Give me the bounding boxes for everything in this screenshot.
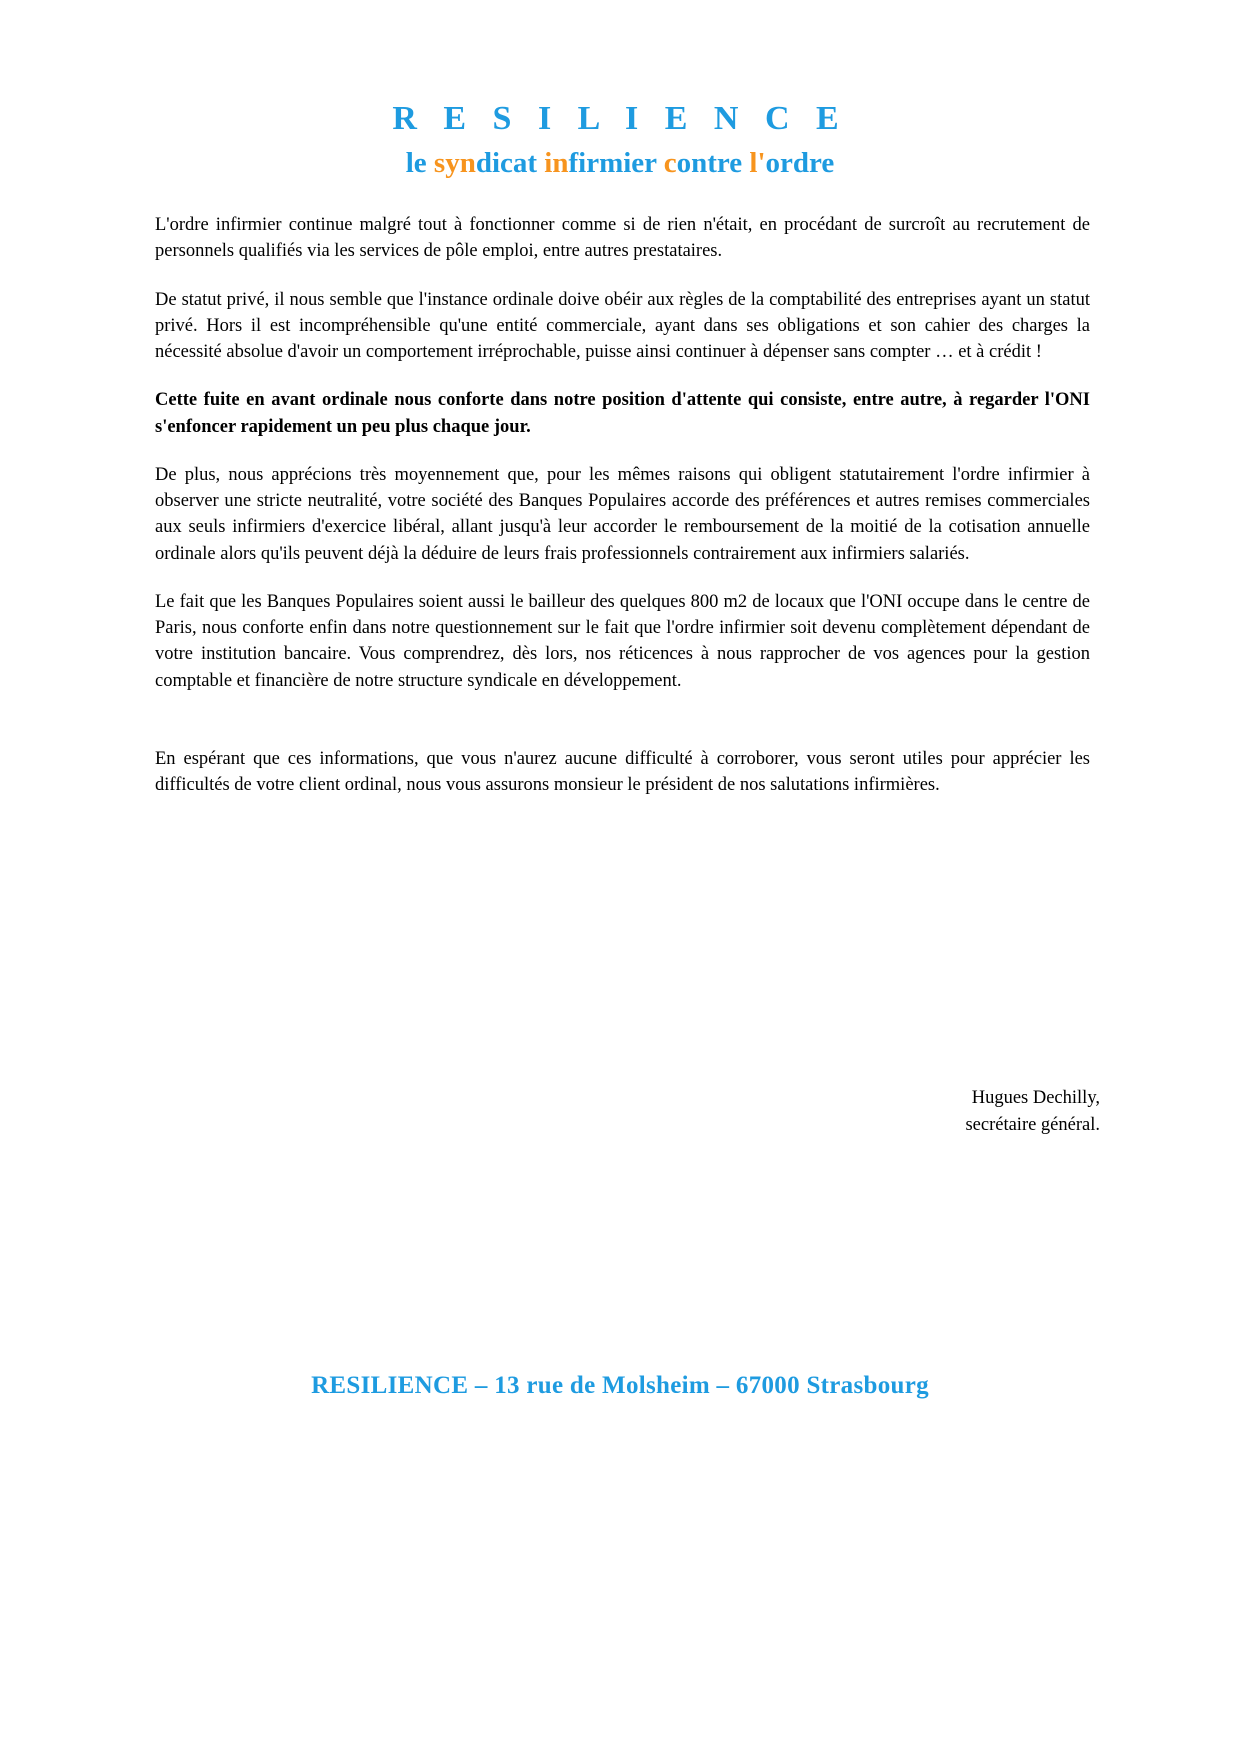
- organization-title: R E S I L I E N C E: [392, 100, 848, 137]
- letter-body: [155, 212, 1090, 821]
- subtitle-segment-8: l': [749, 147, 766, 180]
- letter-paragraph-3-emphasis: Cette fuite en avant ordinale nous conforte dans notre position d'attente qui consiste, entre autre, à regarder l'ONI s'enfoncer rapidement un peu plus chaque jour.: [155, 390, 1090, 437]
- letter-paragraph-5: Le fait que les Banques Populaires soient aussi le bailleur des quelques 800 m2 de locaux que l'ONI occupe dans le centre de Paris, nous conforte enfin dans notre questionnement sur le fait que l'ordre infirmier soit devenu complètement dépendant de votre institution bancaire. Vous comprendrez, dès lors, nos réticences à nous rapprocher de vos agences pour la gestion comptable et financière de notre structure syndicale en développement.: [155, 591, 1090, 691]
- letter-paragraph-2: De statut privé, il nous semble que l'instance ordinale doive obéir aux règles de la comptabilité des entreprises ayant un statut privé. Hors il est incompréhensible qu'une entité commerciale, ayant dans ses obligations et son cahier des charges la nécessité absolue d'avoir un comportement irréprochable, puisse ainsi continuer à dépenser sans compter … et à crédit !: [155, 289, 1090, 363]
- signature-name: Hugues Dechilly,: [971, 1088, 1100, 1108]
- signature-role: secrétaire général.: [965, 1114, 1100, 1135]
- subtitle-segment-7: ontre: [676, 147, 750, 180]
- document-footer: [0, 1372, 1240, 1400]
- document-masthead: [0, 100, 1240, 182]
- subtitle-segment-1: le: [405, 147, 434, 180]
- letter-paragraph-1: L'ordre infirmier continue malgré tout à fonctionner comme si de rien n'était, en procédant de surcroît au recrutement de personnels qualifiés via les services de pôle emploi, entre autres prestataires.: [155, 215, 1090, 262]
- subtitle-segment-5: firmier: [568, 147, 664, 180]
- subtitle-segment-6: c: [663, 147, 677, 180]
- subtitle-segment-3: dicat: [475, 147, 545, 180]
- subtitle-segment-9: ordre: [765, 147, 835, 180]
- subtitle-segment-4: in: [544, 147, 569, 180]
- footer-address: RESILIENCE – 13 rue de Molsheim – 67000 Strasbourg: [311, 1372, 929, 1399]
- subtitle-segment-2: syn: [433, 147, 476, 180]
- letter-paragraph-6-closing: En espérant que ces informations, que vous n'aurez aucune difficulté à corroborer, vous seront utiles pour apprécier les difficultés de votre client ordinal, nous vous assurons monsieur le président de nos salutations infirmières.: [155, 748, 1090, 796]
- organization-subtitle: [0, 145, 1240, 181]
- signature-block: [0, 1085, 1100, 1139]
- letter-paragraph-4: De plus, nous apprécions très moyennement que, pour les mêmes raisons qui obligent statutairement l'ordre infirmier à observer une stricte neutralité, votre société des Banques Populaires accorde des préférences et autres remises commerciales aux seuls infirmiers d'exercice libéral, allant jusqu'à leur accorder le remboursement de la moitié de la cotisation annuelle ordinale alors qu'ils peuvent déjà la déduire de leurs frais professionnels contrairement aux infirmiers salariés.: [155, 464, 1090, 564]
